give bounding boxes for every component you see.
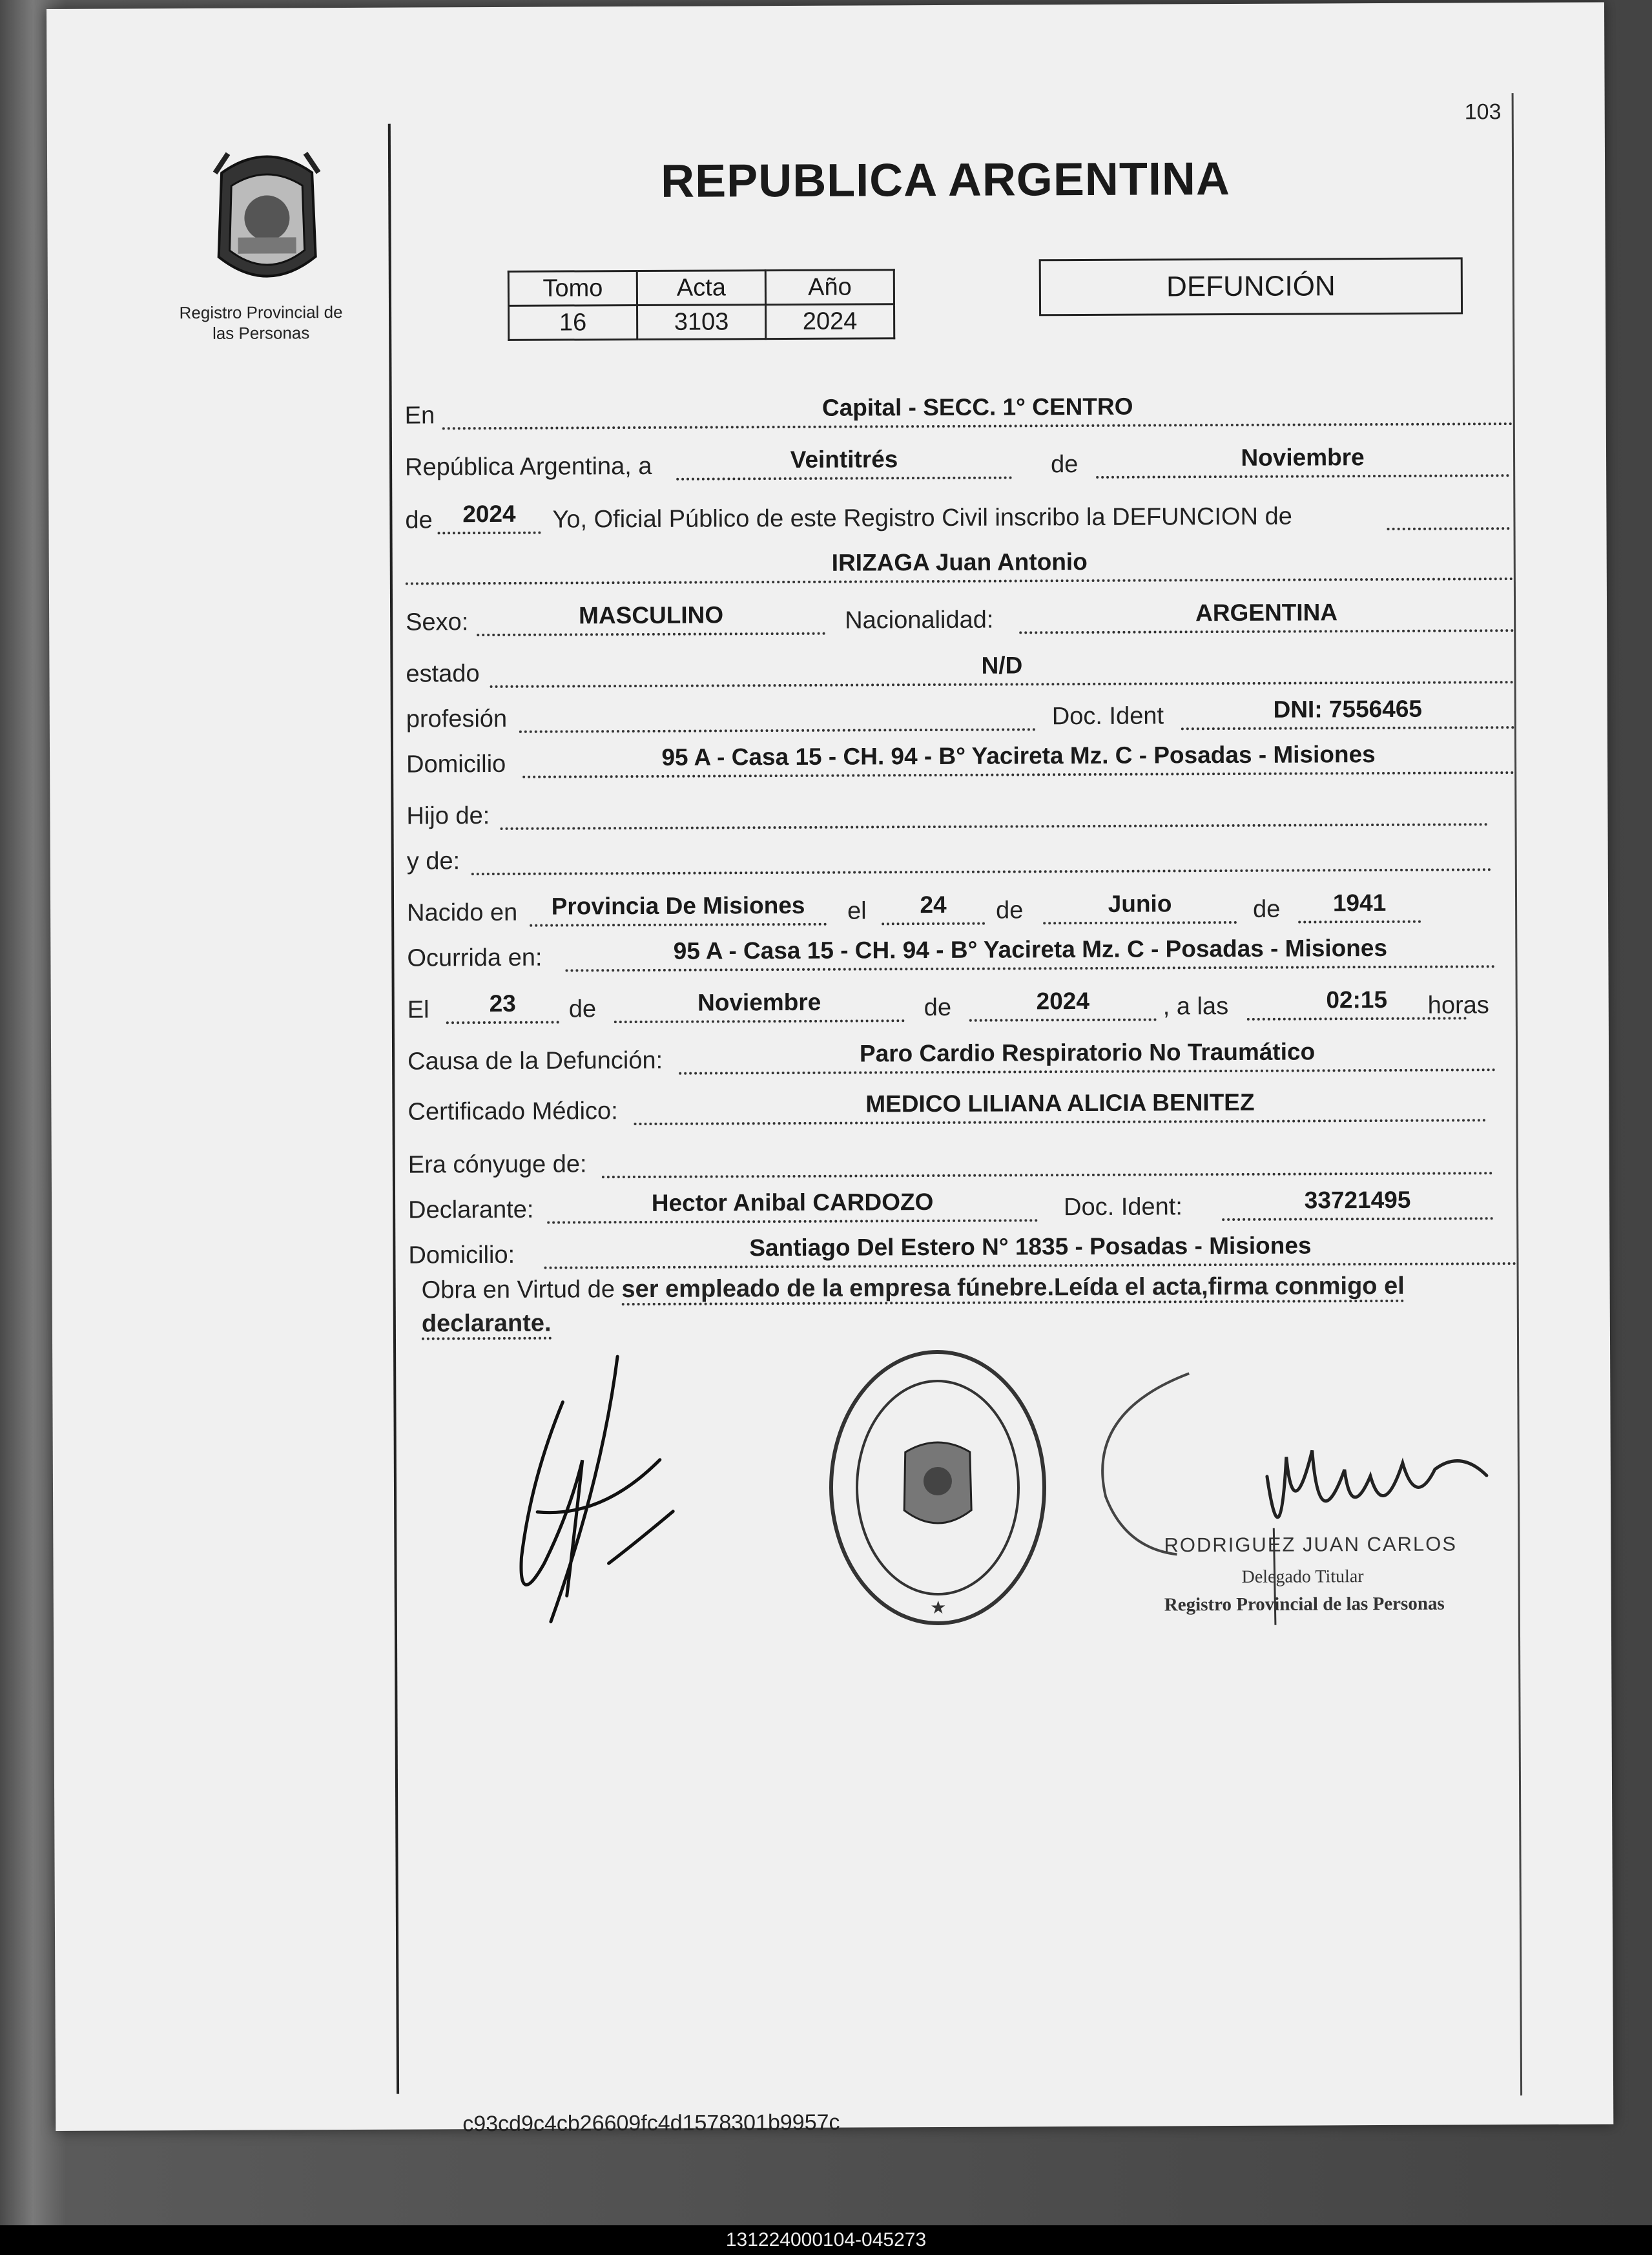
org-name-line-1: Registro Provincial de (179, 302, 343, 323)
register-value-acta: 3103 (637, 305, 766, 340)
document-title: REPUBLICA ARGENTINA (660, 153, 1231, 207)
register-header-row (508, 270, 894, 306)
domicilio2-label: Domicilio: (408, 1241, 515, 1269)
certificate-page (46, 2, 1613, 2137)
footer-id-bar: 131224000104-045273 (0, 2225, 1652, 2255)
document-hash: c93cd9c4cb26609fc4d1578301b9957c (462, 2110, 840, 2137)
declarante-value: Hector Anibal CARDOZO (651, 1189, 934, 1216)
row-spouse (408, 1139, 1516, 1183)
declarante-doc-value: 33721495 (1304, 1186, 1411, 1214)
birth-day-value: 24 (920, 891, 947, 919)
declarante-doc-field (1222, 1181, 1493, 1221)
row-sex-nationality (406, 597, 1513, 640)
year-value: 2024 (462, 500, 516, 528)
horas-label: horas (1427, 992, 1489, 1019)
death-month-value: Noviembre (697, 988, 821, 1016)
causa-value: Paro Cardio Respiratorio No Traumático (859, 1038, 1316, 1067)
row-inscription (405, 495, 1513, 538)
row-deceased-name (406, 545, 1513, 588)
birth-month-value: Junio (1108, 890, 1172, 917)
svg-text:★: ★ (930, 1596, 947, 1619)
declarant-signature-icon (504, 1350, 699, 1628)
deceased-name-field (406, 541, 1514, 585)
yde-label: y de: (406, 847, 460, 875)
location-value: Capital - SECC. 1° CENTRO (821, 393, 1133, 421)
year-field (437, 495, 541, 535)
doc-ident-field (1181, 690, 1514, 730)
death-year-value: 2024 (1036, 987, 1089, 1015)
doc-ident2-label: Doc. Ident: (1064, 1193, 1182, 1221)
de-label: de (1051, 451, 1079, 479)
official-stamp-icon (821, 1342, 1055, 1634)
death-day-field (446, 985, 559, 1024)
obra-paragraph (422, 1269, 1513, 1340)
location-field (442, 386, 1513, 430)
ocurrida-field (565, 929, 1495, 972)
causa-field (679, 1032, 1496, 1075)
declarante-field (547, 1183, 1038, 1223)
de3-label: de (1253, 895, 1281, 923)
year-prefix-label: de (405, 506, 433, 534)
birth-year-value: 1941 (1332, 889, 1387, 917)
register-table (508, 269, 895, 341)
provincial-emblem-icon (202, 147, 332, 293)
de5-label: de (924, 993, 952, 1022)
alas-label: , a las (1162, 993, 1229, 1021)
deceased-name-value: IRIZAGA Juan Antonio (831, 548, 1088, 576)
yde-field (471, 832, 1492, 875)
sexo-value: MASCULINO (578, 601, 724, 629)
month-text-value: Noviembre (1241, 444, 1365, 471)
birth-year-field (1298, 884, 1421, 924)
page-number: 103 (1464, 99, 1502, 125)
row-date-text (405, 442, 1513, 485)
row-estado (406, 649, 1513, 692)
death-month-field (614, 983, 905, 1023)
day-text-value: Veintitrés (790, 446, 898, 473)
row-declarant-address (408, 1230, 1516, 1273)
register-value-ano: 2024 (766, 304, 894, 339)
de2-label: de (996, 897, 1024, 924)
row-yde (407, 836, 1514, 879)
nacido-label: Nacido en (407, 899, 518, 927)
inscribo-blank (1387, 491, 1509, 530)
register-value-row (509, 304, 894, 340)
birth-month-field (1043, 885, 1237, 924)
row-declarant (408, 1185, 1516, 1228)
declarante-domicilio-value: Santiago Del Estero N° 1835 - Posadas - Misiones (749, 1232, 1312, 1262)
obra-label: Obra en Virtud de (421, 1276, 615, 1304)
registrar-title: Delegado Titular (1241, 1566, 1364, 1587)
organization-name (158, 302, 364, 344)
en-label: En (404, 402, 435, 430)
certificado-label: Certificado Médico: (408, 1097, 618, 1126)
row-profession-doc (406, 694, 1514, 737)
registrar-organization: Registro Provincial de las Personas (1164, 1593, 1445, 1616)
death-day-value: 23 (489, 990, 516, 1017)
document-type-box: DEFUNCIÓN (1039, 257, 1463, 316)
day-text-field (676, 440, 1012, 480)
row-location (405, 390, 1513, 433)
profesion-label: profesión (406, 705, 508, 733)
conyuge-field (602, 1136, 1493, 1178)
domicilio-label: Domicilio (406, 750, 506, 778)
row-domicilio (406, 739, 1514, 782)
nacido-field (530, 887, 827, 927)
left-margin-line (388, 124, 399, 2094)
death-year-field (969, 982, 1157, 1022)
row-hijo (406, 791, 1514, 834)
row-birth (407, 888, 1514, 931)
registrar-signature-icon (1099, 1359, 1500, 1632)
estado-label: estado (406, 660, 480, 688)
causa-label: Causa de la Defunción: (408, 1046, 663, 1076)
ocurrida-label: Ocurrida en: (407, 944, 542, 972)
profesion-field (519, 692, 1036, 733)
hijo-field (500, 787, 1488, 830)
estado-value: N/D (981, 652, 1023, 679)
death-time-value: 02:15 (1326, 986, 1388, 1013)
certificado-value: MEDICO LILIANA ALICIA BENITEZ (865, 1088, 1255, 1117)
row-occurred (407, 933, 1514, 976)
conyuge-label: Era cónyuge de: (408, 1150, 587, 1179)
declarante-label: Declarante: (408, 1196, 534, 1224)
el2-label: El (407, 996, 429, 1024)
declarante-domicilio-field (544, 1226, 1516, 1269)
registrar-name: RODRIGUEZ JUAN CARLOS (1164, 1532, 1458, 1557)
republica-label: República Argentina, a (405, 452, 652, 481)
register-header-ano: Año (765, 270, 894, 305)
hijo-label: Hijo de: (406, 802, 490, 830)
nacido-value: Provincia De Misiones (551, 891, 805, 920)
nacionalidad-field (1019, 593, 1514, 634)
estado-field (490, 645, 1514, 688)
doc-ident-label: Doc. Ident (1051, 702, 1164, 731)
inscribo-text: Yo, Oficial Público de este Registro Civil inscribo la DEFUNCION de (552, 503, 1292, 534)
register-header-tomo: Tomo (508, 271, 637, 306)
row-cause (408, 1036, 1515, 1079)
certificado-field (634, 1083, 1486, 1125)
register-value-tomo: 16 (509, 306, 637, 340)
row-death-date (408, 984, 1515, 1028)
sexo-field (477, 596, 825, 636)
ocurrida-value: 95 A - Casa 15 - CH. 94 - B° Yacireta Mz. C - Posadas - Misiones (673, 934, 1388, 964)
birth-day-field (882, 886, 985, 926)
doc-ident-value: DNI: 7556465 (1273, 695, 1423, 723)
sexo-label: Sexo: (406, 608, 469, 636)
obra-text: ser empleado de la empresa fúnebre.Leída el acta,firma conmigo el declarante. (422, 1273, 1405, 1340)
de4-label: de (568, 995, 597, 1023)
month-text-field (1096, 438, 1509, 479)
el-label: el (847, 897, 867, 925)
row-certificate (408, 1086, 1515, 1130)
register-header-acta: Acta (637, 271, 765, 306)
nacionalidad-value: ARGENTINA (1195, 599, 1338, 627)
domicilio-field (522, 735, 1514, 778)
nacionalidad-label: Nacionalidad: (845, 606, 994, 634)
org-name-line-2: las Personas (212, 323, 310, 343)
domicilio-value: 95 A - Casa 15 - CH. 94 - B° Yacireta Mz. C - Posadas - Misiones (661, 741, 1376, 771)
